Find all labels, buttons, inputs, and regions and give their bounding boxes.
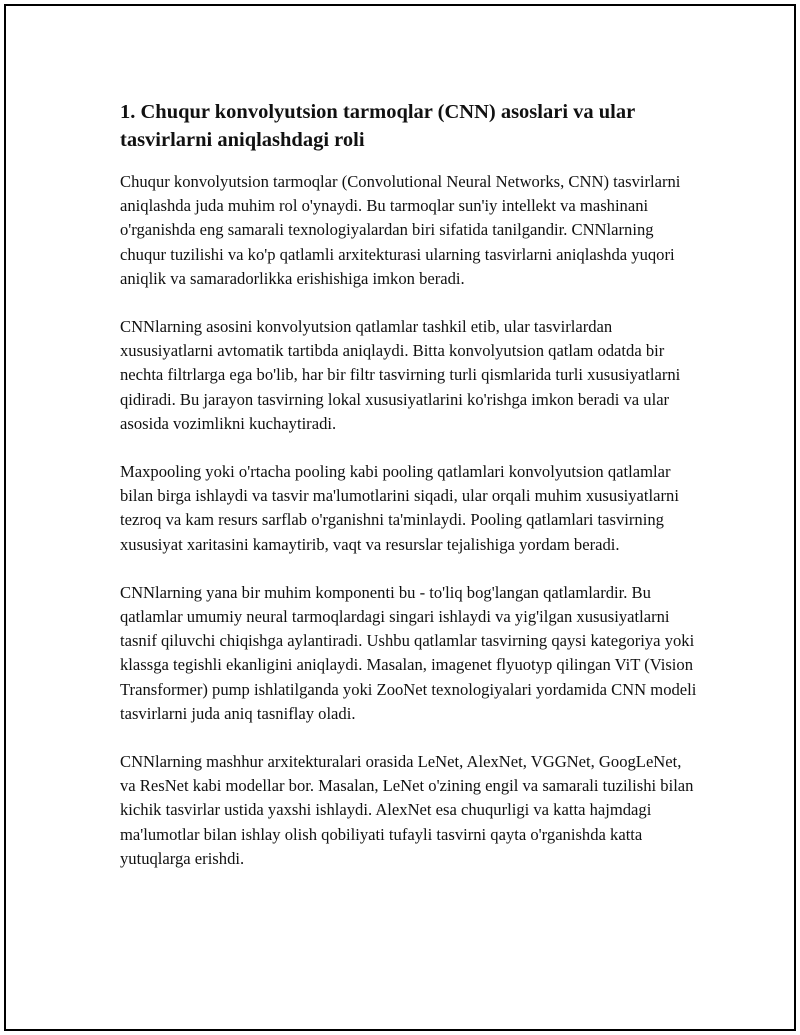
paragraph-fully-connected: CNNlarning yana bir muhim komponenti bu - to'liq bog'langan qatlamlardir. Bu qatlamlar umumiy neural tarmoqlardagi singari ishlaydi va yig'ilgan xususiyatlarni tasnif qiluvchi chiqishga aylantiradi. Ushbu qatlamlar tasvirning qaysi kategoriya yoki klassga tegishli ekanligini aniqlaydi. Masalan, imagenet flyuotyp qilingan ViT (Vision Transformer) pump ishlatilganda yoki ZooNet texnologiyalari yordamida CNN modeli tasvirlarni juda aniq tasniflay oladi. <box>120 582 697 723</box>
section-heading: 1. Chuqur konvolyutsion tarmoqlar (CNN) asoslari va ular tasvirlarni aniqlashdagi roli <box>120 101 635 151</box>
paragraph-architectures: CNNlarning mashhur arxitekturalari orasida LeNet, AlexNet, VGGNet, GoogLeNet, va ResNet kabi modellar bor. Masalan, LeNet o'zining engil va samarali tuzilishi bilan kichik tasvirlar ustida yaxshi ishlaydi. AlexNet esa chuqurligi va katta hajmdagi ma'lumotlar bilan ishlay olish qobiliyati tufayli tasvirni qayta o'rganishda katta yutuqlarga erishdi. <box>120 752 694 868</box>
paragraph-intro: Chuqur konvolyutsion tarmoqlar (Convolutional Neural Networks, CNN) tasvirlarni aniqlashda juda muhim rol o'ynaydi. Bu tarmoqlar sun'iy intellekt va mashinani o'rganishda eng samarali texnologiyalardan biri sifatida tanilgandir. CNNlarning chuqur tuzilishi va ko'p qatlamli arxitekturasi ularning tasvirlarni aniqlashda yuqori aniqlik va samaradorlikka erishishiga imkon beradi. <box>120 172 681 288</box>
paragraph-conv-layers: CNNlarning asosini konvolyutsion qatlamlar tashkil etib, ular tasvirlardan xususiyatlarni avtomatik tartibda aniqlaydi. Bitta konvolyutsion qatlam odatda bir nechta filtrlarga ega bo'lib, har bir filtr tasvirning turli qismlarida turli xususiyatlarni qidiradi. Bu jarayon tasvirning lokal xususiyatlarini ko'rishga imkon beradi va ular asosida vozimlikni kuchaytiradi. <box>120 317 681 433</box>
page-frame <box>4 4 796 1031</box>
paragraph-pooling: Maxpooling yoki o'rtacha pooling kabi pooling qatlamlari konvolyutsion qatlamlar bilan birga ishlaydi va tasvir ma'lumotlarini siqadi, ular orqali muhim xususiyatlarni tezroq va kam resurs sarflab o'rganishni ta'minlaydi. Pooling qatlamlari tasvirning xususiyat xaritasini kamaytirib, vaqt va resurslar tejalishiga yordam beradi. <box>120 462 679 554</box>
document-body <box>120 98 700 895</box>
